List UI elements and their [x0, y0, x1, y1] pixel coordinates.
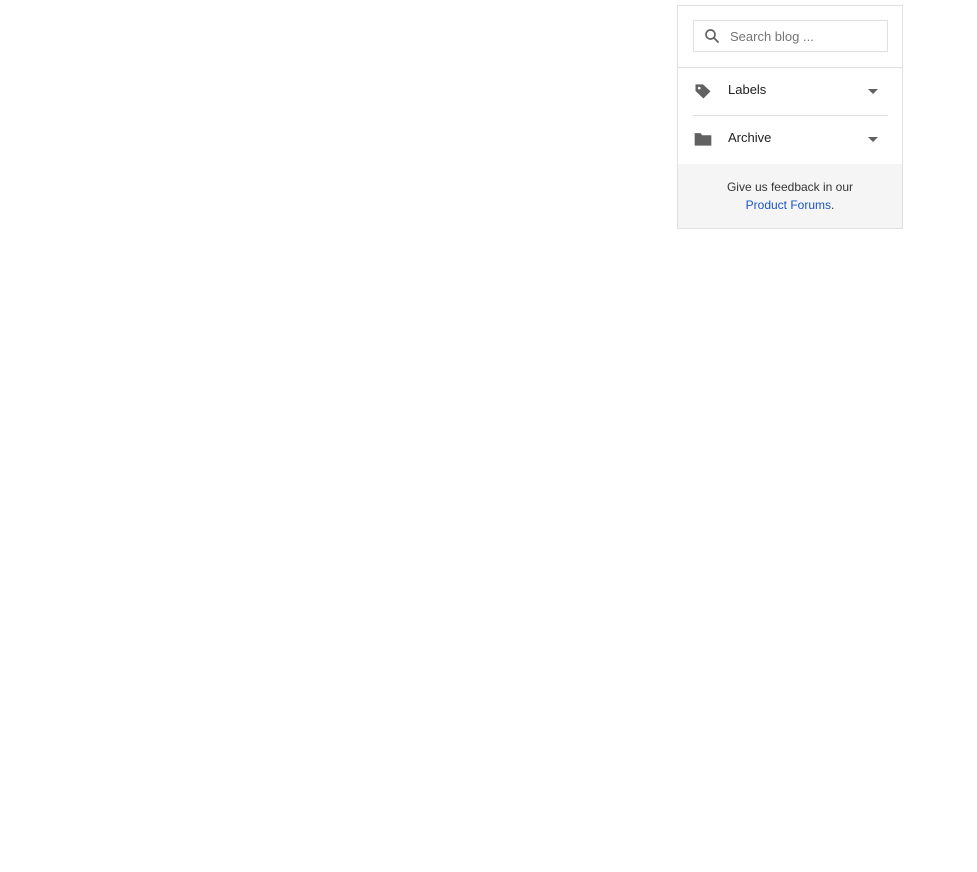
product-forums-link[interactable]: Product Forums — [745, 198, 831, 212]
chevron-down-icon — [868, 137, 878, 142]
search-input[interactable] — [730, 27, 880, 45]
chevron-down-icon — [868, 89, 878, 94]
search-icon[interactable] — [703, 27, 721, 45]
search-box — [693, 20, 888, 52]
label-tag-icon — [693, 81, 713, 101]
archive-label: Archive — [728, 130, 772, 145]
blog-sidebar — [677, 5, 903, 229]
archive-dropdown[interactable] — [693, 115, 888, 163]
labels-label: Labels — [728, 82, 767, 97]
labels-dropdown[interactable] — [693, 67, 888, 115]
feedback-panel — [678, 164, 902, 228]
feedback-link-line: Product Forums. — [745, 198, 835, 212]
folder-icon — [693, 129, 713, 149]
feedback-text: Give us feedback in our — [726, 180, 854, 194]
